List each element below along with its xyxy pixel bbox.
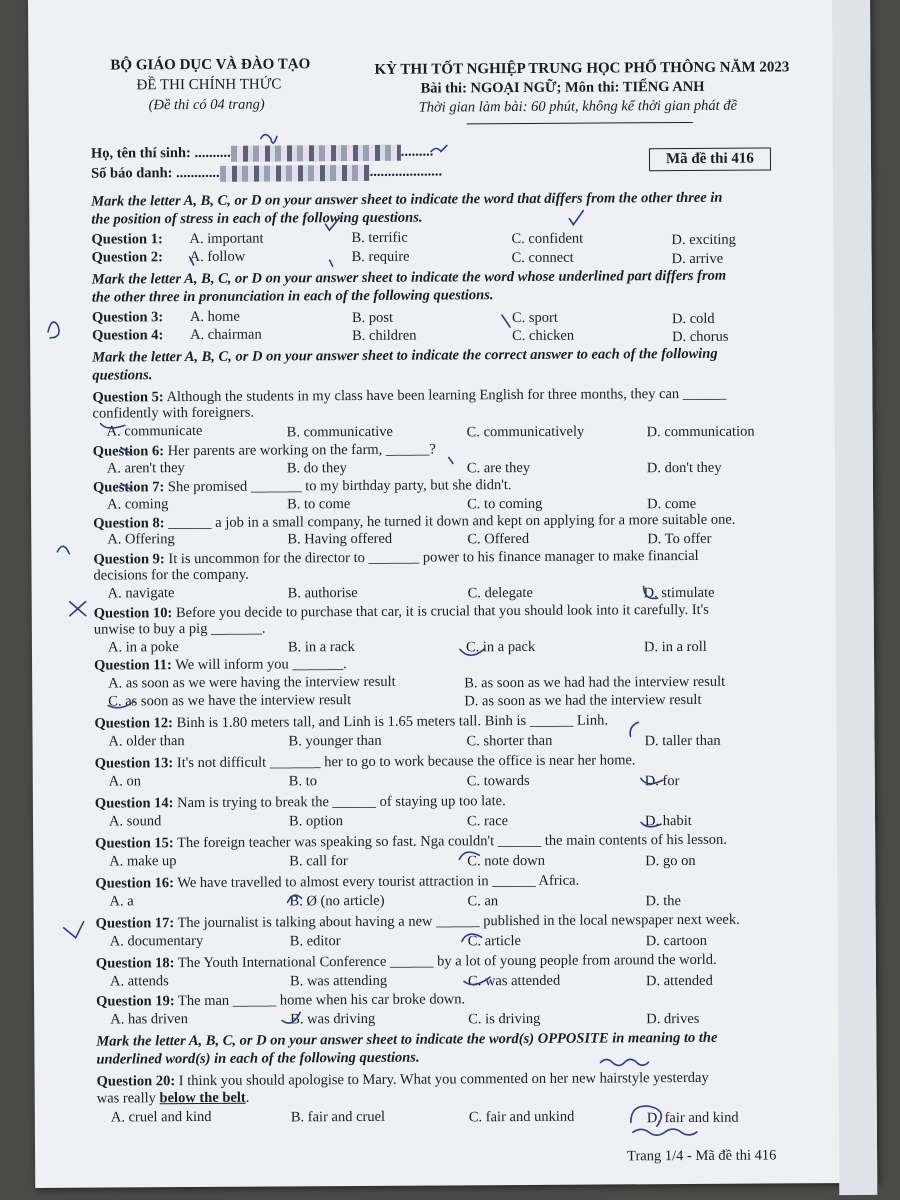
option-c: C. communicatively [466,423,585,441]
option-a: A. as soon as we were having the interview result [108,673,396,692]
option-d: D. as soon as we had the interview result [464,691,702,710]
option-d: D. exciting [671,231,736,249]
option-d: D. stimulate [643,584,715,602]
name-field [91,144,434,163]
question-9-stem [93,548,698,569]
question-label: Question 12: [94,715,174,732]
option-b: B. in a rack [287,639,355,656]
option-c: C. fair and unkind [468,1108,575,1126]
pen-check-mark [449,457,453,463]
option-d: D. come [647,495,697,513]
question-text: We have travelled to almost every tourist attraction in ______ Africa. [173,872,580,892]
option-a: A. cruel and kind [110,1108,212,1126]
pen-squiggle-mark [261,134,277,143]
id-field [91,163,442,182]
option-b: B. Having offered [287,530,393,548]
question-label: Question 13: [94,755,174,772]
option-d: D. cartoon [645,932,708,950]
question-5-stem [92,386,726,407]
question-label: Question 18: [95,955,175,972]
exam-code: Mã đề thi 416 [649,147,771,171]
option-b: B. post [351,309,394,327]
option-a: A. communicate [106,422,203,440]
question-text: The Youth International Conference ______ by a lot of young people from around the world. [174,951,717,972]
page-footer: Trang 1/4 - Mã đề thi 416 [627,1147,777,1165]
question-text: ______ a job in a small company, he turned it down and kept on applying for a more suitable one. [164,511,736,532]
pages-note: (Đề thi có 04 trang) [148,96,265,114]
option-d: D. cold [671,310,715,328]
option-a: A. on [108,773,142,790]
option-b: B. to come [287,496,351,513]
underlined-phrase: below the belt [159,1089,246,1107]
question-10-stem [94,602,709,623]
question-13-stem [95,752,636,772]
option-b: B. call for [289,853,348,870]
option-c: C. shorter than [466,732,553,750]
option-c: C. an [467,893,499,910]
option-b: B. as soon as we had had the interview result [464,673,726,692]
time-line: Thời gian làm bài: 60 phút, không kể thời gian phát đề [418,97,738,116]
option-d: D. habit [644,812,692,830]
option-b: B. Ø (no article) [289,892,385,910]
pen-cross-mark [70,602,86,616]
option-d: D. don't they [646,459,722,477]
option-d: D. taller than [644,732,721,750]
instruction-correct-2: questions. [92,367,153,384]
option-a: A. attends [109,973,169,990]
option-d: D. go on [645,852,696,870]
instruction-stress-2: the position of stress in each of the following questions. [91,209,423,228]
option-a: A. sound [108,813,162,830]
question-7-stem [93,477,512,497]
question-label: Question 5: [92,389,164,406]
question-15-stem [95,832,727,853]
question-11-stem [94,656,347,675]
pen-check-mark [569,211,583,225]
question-label: Question 20: [96,1073,176,1090]
option-c: C. sport [511,309,558,327]
question-label: Question 15: [95,835,174,852]
instruction-opposite-2: underlined word(s) in each of the following questions. [96,1049,420,1068]
question-text: Although the students in my class have been learning English for three months, they can ______ [163,385,727,406]
option-b: B. to [288,773,318,790]
option-c: C. Offered [467,530,530,548]
question-text: was really [96,1090,160,1107]
question-text: Nam is trying to break the ______ of staying up too late. [173,793,506,812]
pen-circle-mark [48,322,59,338]
question-text: We will inform you _______. [171,656,347,674]
option-a: A. home [189,308,240,326]
question-18-stem [96,952,717,973]
pen-circle-mark [630,722,638,736]
header-rule [467,122,693,124]
option-c: C. race [466,813,509,830]
question-text: Before you decide to purchase that car, it is crucial that you should look into it carefully. It's [172,601,709,622]
pen-check-mark [502,315,510,327]
option-a: A. older than [108,733,185,750]
question-label: Question 11: [94,657,172,674]
question-20-line2 [97,1090,250,1108]
pen-wave-mark [600,1059,648,1065]
option-b: B. fair and cruel [290,1108,386,1126]
question-14-stem [95,793,506,813]
option-c: C. towards [466,772,530,790]
subject-line: Bài thi: NGOẠI NGỮ; Môn thi: TIẾNG ANH [420,78,705,97]
option-c: C. to coming [467,495,543,513]
question-label: Question 7: [92,479,165,496]
option-c: C. was attended [467,972,561,990]
option-d: D. in a roll [643,638,707,656]
instruction-stress-1: Mark the letter A, B, C, or D on your answer sheet to indicate the word that differs from the other three in [91,189,723,210]
redacted-name [231,144,401,161]
option-c: C. chicken [512,327,575,345]
option-b: B. communicative [286,423,394,441]
question-12-stem [94,712,608,732]
option-c: C. connect [511,249,574,267]
option-b: B. was attending [289,972,388,990]
question-label: Question 14: [94,795,174,812]
option-a: A. aren't they [106,460,185,477]
question-text: It's not difficult _______ her to go to work because the office is near her home. [173,752,636,772]
option-b: B. authorise [287,584,358,602]
question-8-stem [93,512,735,533]
question-text: confidently with foreigners. [92,404,255,422]
option-d: D. for [644,773,680,790]
option-a: A. has driven [110,1011,188,1028]
option-c: C. are they [466,459,531,477]
question-label: Question 17: [95,915,175,932]
option-b: B. younger than [288,732,382,750]
ministry-title: BỘ GIÁO DỤC VÀ ĐÀO TẠO [110,56,311,74]
redacted-id [220,165,370,182]
id-tail: .................... [369,163,443,180]
question-label: Question 10: [93,605,173,622]
pen-check-mark [64,922,84,938]
option-b: B. was driving [290,1010,376,1028]
name-tail: ......... [400,143,434,160]
option-a: A. follow [189,248,246,266]
option-a: A. coming [107,496,169,513]
question-text: Her parents are working on the farm, ______? [164,441,436,460]
option-b: B. editor [289,933,341,950]
instruction-opposite-1: Mark the letter A, B, C, or D on your answer sheet to indicate the word(s) OPPOSITE in meaning to the [96,1029,718,1050]
question-text: decisions for the company. [93,566,249,584]
option-b: B. require [351,248,410,266]
option-a: A. documentary [109,932,204,950]
question-text: It is uncommon for the director to _______ power to his finance manager to make financial [164,547,699,568]
option-c: C. in a pack [465,638,536,656]
option-d: D. arrive [671,250,724,268]
question-label: Question 3: [91,309,164,326]
paper-edge [832,0,877,1195]
question-text: The foreign teacher was speaking so fast. Nga couldn't ______ the main contents of his lesson. [173,831,727,852]
option-b: B. do they [286,460,347,477]
question-label: Question 2: [91,249,163,266]
option-c: C. note down [467,852,546,870]
option-d: D. fair and kind [646,1109,739,1127]
question-20-stem [97,1070,709,1091]
question-label: Question 8: [93,515,165,532]
option-d: D. the [645,893,682,910]
question-label: Question 19: [96,993,175,1010]
question-text: I think you should apologise to Mary. What you commented on her new hairstyle yesterday [175,1069,709,1090]
option-a: A. make up [109,853,177,870]
option-a: A. chairman [190,326,262,344]
pen-circle-mark [57,546,69,554]
question-17-stem [96,912,740,933]
option-a: A. Offering [107,531,175,548]
id-label: Số báo danh: ............ [91,164,220,182]
question-label: Question 9: [93,551,165,568]
question-text: The man ______ home when his car broke down. [174,991,466,1010]
option-d: D. chorus [672,328,729,346]
pen-wave-mark [633,1129,697,1135]
question-label: Question 4: [92,327,164,344]
option-a: A. important [189,230,264,248]
option-c: C. is driving [468,1010,541,1028]
option-c: C. delegate [467,584,533,602]
question-19-stem [96,991,465,1010]
question-text: The journalist is talking about having a new ______ published in the local newspaper next week. [174,911,740,932]
option-c: C. confident [511,230,584,248]
instruction-correct-1: Mark the letter A, B, C, or D on your answer sheet to indicate the correct answer to each of the following [92,345,718,366]
question-label: Question 1: [91,231,163,248]
option-b: B. children [352,327,417,345]
option-d: D. drives [646,1010,700,1028]
option-b: B. option [288,813,344,830]
instruction-pron-2: the other three in pronunciation in each of the following questions. [91,287,494,306]
question-text: unwise to buy a pig _______. [93,620,266,638]
official-label: ĐỀ THI CHÍNH THỨC [136,76,282,94]
question-6-stem [93,442,436,461]
question-text: Binh is 1.80 meters tall, and Linh is 1.65 meters tall. Binh is ______ Linh. [172,712,608,732]
question-label: Question 6: [92,443,165,460]
option-c: C. article [467,933,521,950]
option-a: A. a [109,893,134,910]
instruction-pron-1: Mark the letter A, B, C, or D on your answer sheet to indicate the word whose underlined part differs from [91,267,727,288]
option-d: D. attended [645,972,713,990]
option-a: A. in a poke [107,639,179,656]
question-text-end: . [245,1089,250,1106]
name-label: Họ, tên thí sinh: .......... [90,144,231,162]
question-16-stem [95,873,579,893]
question-label: Question 16: [95,875,174,892]
option-c: C. as soon as we have the interview result [108,692,352,710]
pen-check-mark [330,260,333,266]
question-text: She promised _______ to my birthday party, but she didn't. [164,477,512,496]
exam-paper [28,0,877,1188]
option-d: D. communication [646,423,755,441]
option-d: D. To offer [647,530,712,548]
exam-title: KỲ THI TỐT NGHIỆP TRUNG HỌC PHỔ THÔNG NĂM 2023 [374,59,790,78]
option-a: A. navigate [107,585,175,602]
option-b: B. terrific [351,229,408,247]
